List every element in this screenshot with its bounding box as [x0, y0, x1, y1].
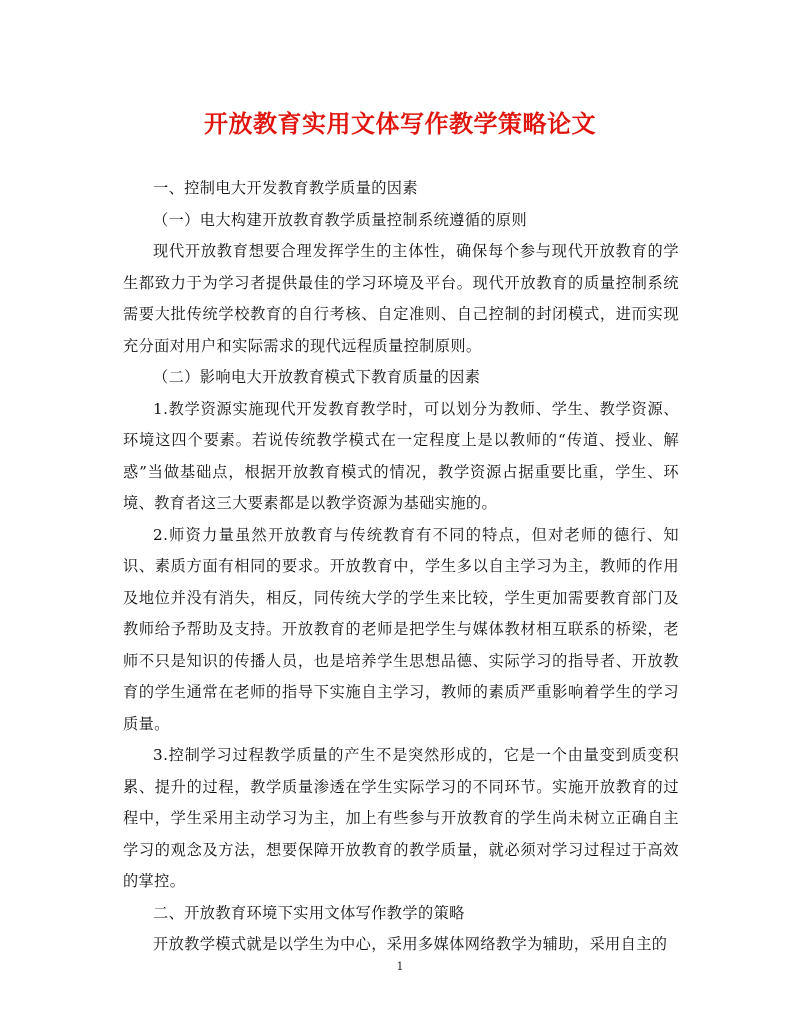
paragraph-1: 现代开放教育想要合理发挥学生的主体性，确保每个参与现代开放教育的学生都致力于为学习者提供最佳的学习环境及平台。现代开放教育的质量控制系统需要大批传统学校教育的自行考核、自定准则、自己控制的封闭模式，进而实现充分面对用户和实际需求的现代远程质量控制原则。: [123, 242, 679, 355]
document-body: [123, 173, 679, 961]
paragraph-4: 3.控制学习过程教学质量的产生不是突然形成的，它是一个由量变到质变积累、提升的过程，教学质量渗透在学生实际学习的不同环节。实施开放教育的过程中，学生采用主动学习为主，加上有些参与开放教育的学生尚未树立正确自主学习的观念及方法，想要保障开放教育的教学质量，就必须对学习过程过于高效的掌控。: [123, 746, 679, 890]
paragraph-5: 开放教学模式就是以学生为中心，采用多媒体网络教学为辅助，采用自主的: [153, 935, 668, 953]
subsection-heading-1: （一）电大构建开放教育教学质量控制系统遵循的原则: [153, 210, 528, 229]
paragraph-2: 1.教学资源实施现代开发教育教学时，可以划分为教师、学生、教学资源、环境这四个要素。若说传统教学模式在一定程度上是以教师的“传道、授业、解惑”当做基础点，根据开放教育模式的情况，教学资源占据重要比重，学生、环境、教育者这三大要素都是以教学资源为基础实施的。: [123, 399, 679, 512]
document-title: 开放教育实用文体写作教学策略论文: [204, 109, 596, 138]
paragraph-3: 2.师资力量虽然开放教育与传统教育有不同的特点，但对老师的德行、知识、素质方面有相同的要求。开放教育中，学生多以自主学习为主，教师的作用及地位并没有消失，相反，同传统大学的学生来比较，学生更加需要教育部门及教师给予帮助及支持。开放教育的老师是把学生与媒体教材相互联系的桥梁，老师不只是知识的传播人员，也是培养学生思想品德、实际学习的指导者、开放教育的学生通常在老师的指导下实施自主学习，教师的素质严重影响着学生的学习质量。: [123, 525, 679, 733]
page-number: 1: [396, 960, 404, 973]
section-heading-2: 二、开放教育环境下实用文体写作教学的策略: [153, 903, 465, 922]
subsection-heading-2: （二）影响电大开放教育模式下教育质量的因素: [153, 368, 481, 386]
section-heading-1: 一、控制电大开发教育教学质量的因素: [153, 179, 418, 197]
